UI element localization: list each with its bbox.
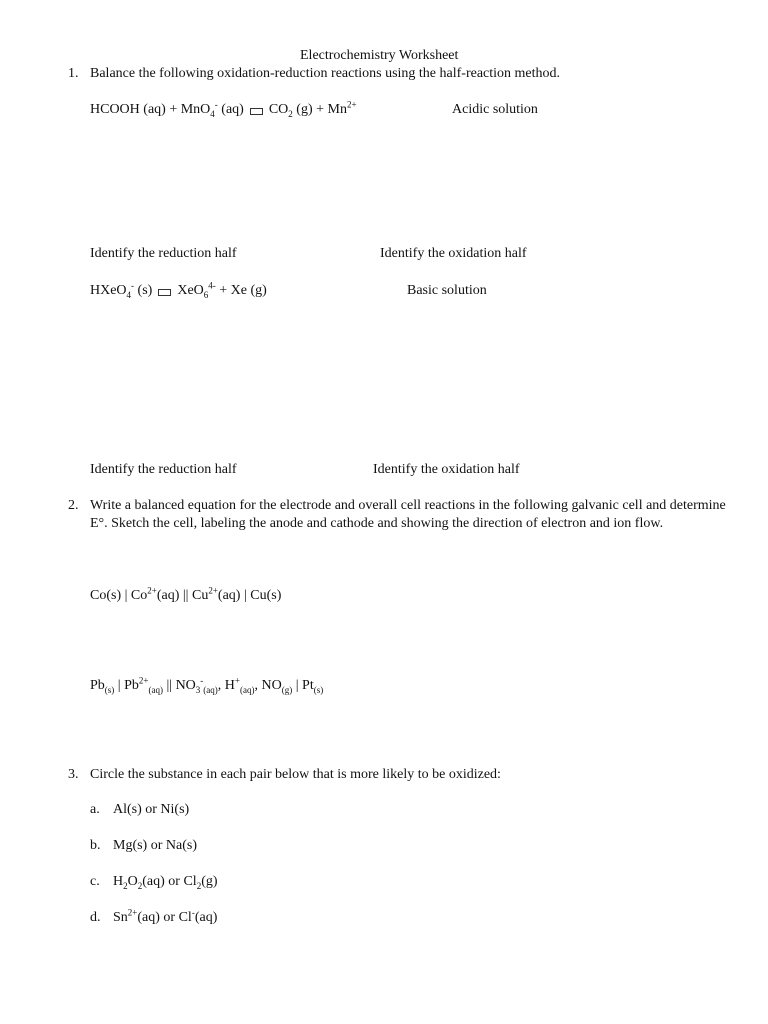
q1-number: 1. bbox=[68, 66, 79, 81]
q2-prompt: Write a balanced equation for the electrode and overall cell reactions in the following galvanic cell and determine E°. Sketch the cell, labeling the anode and cathode and showing the direction of electron and ion flow. bbox=[90, 498, 726, 531]
q3-item-d: $Sn^{2+}(aq)$ or Cl-(aq) bbox=[113, 907, 218, 925]
q1-reaction-1: HCOOH (aq) + MnO$_4$- (aq) $CO_2$ $(g) + Mn^{2+}$ bbox=[90, 99, 357, 119]
q3-item-a-letter: a. bbox=[90, 802, 100, 817]
q3-item-c: $H_2O_2(aq)$ or $Cl_2(g)$ bbox=[113, 874, 218, 891]
q3-item-d-letter: d. bbox=[90, 910, 101, 925]
q3-item-b-letter: b. bbox=[90, 838, 101, 853]
q3-item-c-letter: c. bbox=[90, 874, 100, 889]
q3-item-a: Al(s) or Ni(s) bbox=[113, 802, 190, 817]
q1-reduction-label-2: Identify the reduction half bbox=[90, 462, 237, 477]
q1-reaction-1-condition: Acidic solution bbox=[452, 102, 538, 117]
q1-reduction-label-1: Identify the reduction half bbox=[90, 246, 237, 261]
q1-prompt: Balance the following oxidation-reduction reactions using the half-reaction method. bbox=[90, 66, 561, 81]
q3-number: 3. bbox=[68, 767, 79, 782]
q3-prompt: Circle the substance in each pair below that is more likely to be oxidized: bbox=[90, 767, 501, 782]
equilibrium-arrow-icon bbox=[250, 108, 263, 115]
q3-item-b: Mg(s) or Na(s) bbox=[113, 838, 197, 853]
q2-number: 2. bbox=[68, 498, 79, 513]
worksheet-title: Electrochemistry Worksheet bbox=[300, 48, 459, 63]
q1-reaction-2: HXeO$_4$- (s) XeO$_6^{4-}$ + Xe (g) bbox=[90, 280, 267, 300]
q2-cell-1: Co(s) | $Co^{2+}(aq)$ || $Cu^{2+}(aq)$ | Cu(s) bbox=[90, 585, 282, 603]
q2-cell-2: $Pb_{(s)}$ | $Pb^{2+}_{(aq)}$ || $NO_3^-_{(aq)}$, $H^+_{(aq)}$, $NO_{(g)}$ | $Pt_{(s)}$ bbox=[90, 675, 324, 695]
equilibrium-arrow-icon bbox=[158, 289, 171, 296]
q1-reaction-2-condition: Basic solution bbox=[407, 283, 487, 298]
q1-oxidation-label-2: Identify the oxidation half bbox=[373, 462, 520, 477]
q1-oxidation-label-1: Identify the oxidation half bbox=[380, 246, 527, 261]
